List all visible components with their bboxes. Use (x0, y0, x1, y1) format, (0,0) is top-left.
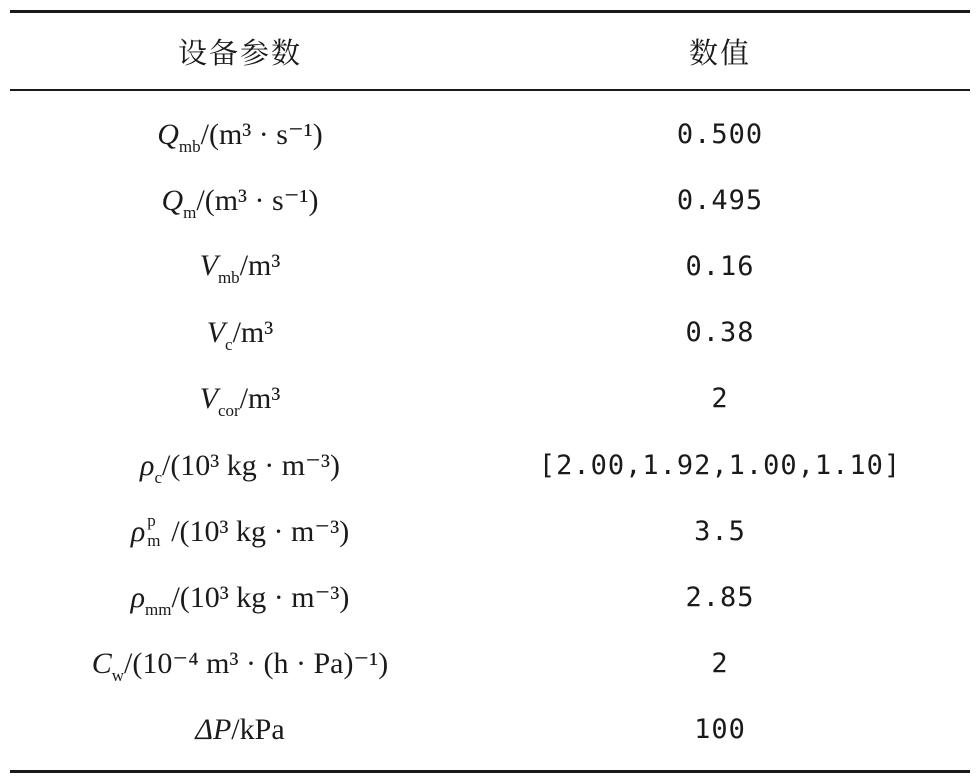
param-subscript: c (154, 467, 162, 487)
value-cell: 2 (711, 383, 729, 415)
param-symbol: Q (161, 183, 184, 217)
param-cell (10, 713, 470, 747)
value-cell: 3.5 (694, 515, 746, 547)
param-symbol: V (199, 249, 218, 283)
value-cell: 0.500 (676, 118, 764, 150)
param-cell (10, 117, 470, 156)
param-symbol: ρ (130, 580, 145, 614)
table-row (10, 101, 970, 167)
table-row (10, 233, 970, 299)
param-cell (10, 381, 470, 420)
value-cell: [2.00,1.92,1.00,1.10] (538, 449, 902, 481)
param-subscript: mb (217, 268, 240, 288)
param-unit: /m³ (239, 249, 281, 283)
table-bottom-rule (10, 770, 970, 773)
value-cell: 0.38 (685, 317, 755, 349)
param-symbol: Q (157, 117, 179, 151)
param-unit: /(10³ kg · m⁻³) (161, 448, 340, 482)
header-value: 数值 (688, 35, 751, 70)
param-symbol: ρ (130, 514, 146, 548)
param-superscript: p (147, 510, 156, 530)
table-row (10, 300, 970, 366)
table-row (10, 366, 970, 432)
param-symbol: ρ (140, 448, 155, 482)
param-cell (10, 249, 470, 288)
table-row (10, 631, 970, 697)
param-unit: /(m³ · s⁻¹) (200, 117, 323, 151)
table-row (10, 498, 970, 564)
table-header (10, 13, 970, 89)
value-cell: 2 (711, 648, 729, 680)
table-row (10, 167, 970, 233)
param-cell (10, 510, 470, 550)
param-subscript: c (225, 334, 233, 354)
header-param: 设备参数 (177, 35, 302, 70)
value-cell: 100 (694, 714, 746, 746)
param-cell (10, 315, 470, 354)
table-row (10, 697, 970, 763)
param-subscript: m (183, 202, 197, 222)
param-subscript: cor (217, 400, 240, 420)
param-subscript: mb (178, 136, 201, 156)
value-cell: 2.85 (685, 581, 755, 613)
param-unit: /(10³ kg · m⁻³) (171, 514, 350, 548)
param-symbol: V (206, 315, 226, 349)
param-unit: /m³ (239, 381, 281, 415)
param-subscript: w (111, 666, 125, 686)
param-symbol: V (199, 381, 218, 415)
param-subscript: mm (144, 599, 172, 619)
param-subsup (145, 510, 171, 550)
param-cell (10, 580, 470, 619)
parameter-table (10, 10, 970, 763)
param-cell (10, 183, 470, 222)
table-body (10, 91, 970, 763)
table-row (10, 564, 970, 630)
param-unit: /(10⁻⁴ m³ · (h · Pa)⁻¹) (124, 647, 389, 681)
param-subscript: m (147, 530, 161, 550)
param-symbol: C (91, 647, 112, 681)
param-cell (10, 448, 470, 487)
param-unit: /m³ (232, 315, 274, 349)
param-symbol: ΔP (195, 712, 232, 746)
table-row (10, 432, 970, 498)
param-cell (10, 646, 470, 686)
param-unit: /(10³ kg · m⁻³) (171, 580, 350, 614)
value-cell: 0.495 (676, 184, 764, 216)
param-unit: /(m³ · s⁻¹) (196, 183, 319, 217)
param-unit: /kPa (231, 712, 285, 746)
value-cell: 0.16 (685, 250, 755, 282)
